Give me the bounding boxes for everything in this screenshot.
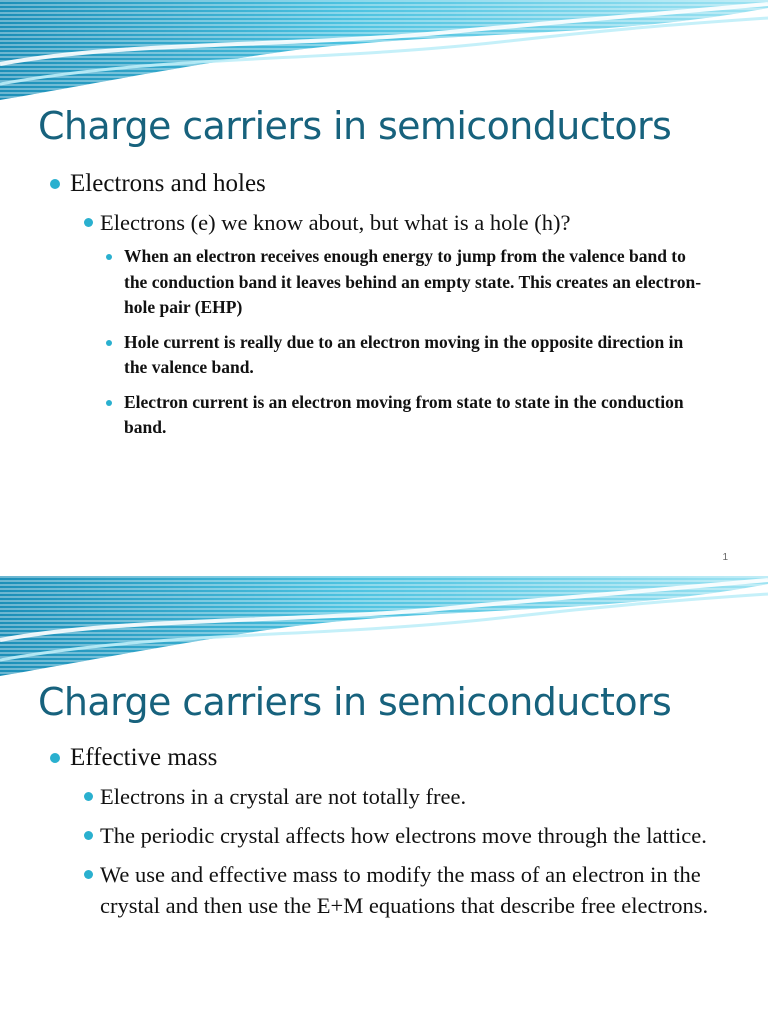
slide-title: Charge carriers in semiconductors (38, 680, 672, 724)
page-number: 1 (722, 552, 728, 563)
bullet-text: The periodic crystal affects how electrons move through the lattice. (100, 823, 707, 848)
bullet-dot-icon (106, 254, 112, 260)
bullet-dot-icon (84, 218, 93, 227)
bullet-level1 (0, 168, 768, 199)
bullet-text: Electron current is an electron moving from state to state in the conduction band. (124, 391, 684, 437)
slide-content (0, 168, 768, 450)
bullet-dot-icon (84, 831, 93, 840)
bullet-level3 (0, 330, 768, 381)
bullet-level3 (0, 390, 768, 441)
bullet-text: When an electron receives enough energy to jump from the valence band to the conduction band it leaves behind an empty state. This creates an electron-hole pair (EHP) (124, 246, 702, 317)
bullet-dot-icon (50, 179, 60, 189)
bullet-text: We use and effective mass to modify the mass of an electron in the crystal and then use the E+M equations that describe free electrons. (100, 862, 709, 918)
slide-content (0, 742, 768, 927)
bullet-text: Electrons and holes (70, 170, 266, 197)
slide-title: Charge carriers in semiconductors (38, 104, 672, 148)
bullet-text: Hole current is really due to an electron moving in the opposite direction in the valence band. (124, 331, 684, 377)
bullet-text: Electrons (e) we know about, but what is a hole (h)? (100, 210, 571, 235)
bullet-level1 (0, 742, 768, 773)
header-wave-decoration (0, 0, 768, 100)
bullet-level3 (0, 244, 768, 321)
bullet-level2 (0, 781, 768, 812)
bullet-dot-icon (106, 340, 112, 346)
slide-2 (0, 576, 768, 1024)
bullet-dot-icon (84, 870, 93, 879)
bullet-text: Electrons in a crystal are not totally free. (100, 784, 467, 809)
bullet-level2 (0, 820, 768, 851)
bullet-level2 (0, 859, 768, 921)
bullet-dot-icon (84, 792, 93, 801)
bullet-text: Effective mass (70, 744, 218, 771)
bullet-dot-icon (106, 400, 112, 406)
bullet-level2 (0, 207, 768, 238)
header-wave-decoration (0, 576, 768, 676)
bullet-dot-icon (50, 753, 60, 763)
